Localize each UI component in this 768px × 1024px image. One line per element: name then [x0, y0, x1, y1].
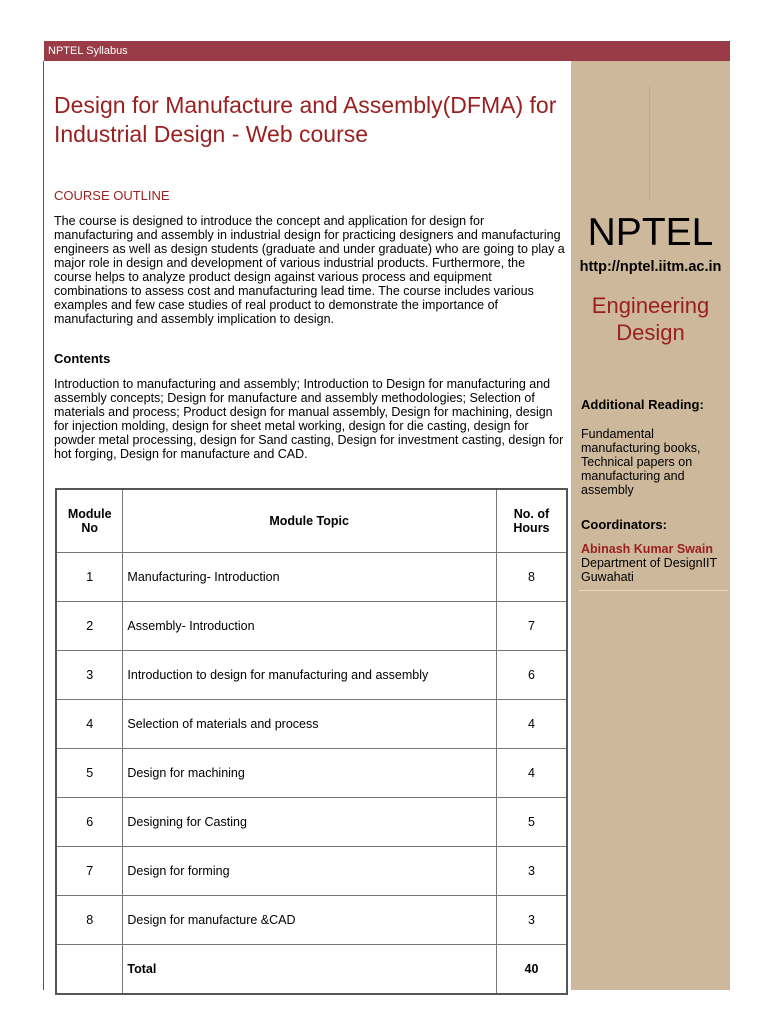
total-empty-cell [56, 945, 123, 995]
sidebar-rule [579, 590, 728, 591]
header-label: NPTEL Syllabus [48, 45, 128, 57]
sidebar-divider [649, 86, 650, 201]
table-row [56, 553, 567, 602]
module-no: 8 [56, 896, 123, 945]
course-outline-text: The course is designed to introduce the concept and application for design for manufacturing and assembly in industrial design for practicing designers and manufacturing engineers as well as design students (graduate and under graduate) who are going to play a major role in design and development of various industrial products. Furthermore, the course helps to analyze product design against various process and equipment combinations to assess cost and manufacturing lead time. The course includes various examples and few case studies of real product to demonstrate the importance of manufacturing and assembly implication to design. [54, 214, 565, 326]
module-topic: Design for machining [123, 749, 497, 798]
module-table [55, 488, 568, 995]
module-no: 6 [56, 798, 123, 847]
module-hours: 4 [496, 749, 567, 798]
module-no: 2 [56, 602, 123, 651]
table-row [56, 847, 567, 896]
header-module-no: Module No [56, 489, 123, 553]
additional-reading-text: Fundamental manufacturing books, Technical papers on manufacturing and assembly [581, 427, 701, 497]
module-hours: 8 [496, 553, 567, 602]
module-topic: Designing for Casting [123, 798, 497, 847]
table-header-row [56, 489, 567, 553]
contents-label: Contents [54, 351, 111, 366]
discipline-name: Engineering Design [591, 293, 710, 345]
table-row [56, 651, 567, 700]
header-module-topic: Module Topic [123, 489, 497, 553]
module-hours: 4 [496, 700, 567, 749]
module-no: 7 [56, 847, 123, 896]
table-total-row [56, 945, 567, 995]
module-topic: Selection of materials and process [123, 700, 497, 749]
module-hours: 3 [496, 896, 567, 945]
module-topic: Design for forming [123, 847, 497, 896]
table-row [56, 749, 567, 798]
module-topic: Assembly- Introduction [123, 602, 497, 651]
coordinator-department: Department of DesignIIT Guwahati [581, 556, 717, 584]
module-topic: Design for manufacture &CAD [123, 896, 497, 945]
module-hours: 3 [496, 847, 567, 896]
course-title: Design for Manufacture and Assembly(DFMA) for Industrial Design - Web course [54, 92, 557, 147]
module-no: 3 [56, 651, 123, 700]
module-hours: 7 [496, 602, 567, 651]
header-bar [44, 41, 730, 61]
table-row [56, 700, 567, 749]
module-no: 4 [56, 700, 123, 749]
table-row [56, 798, 567, 847]
module-topic: Introduction to design for manufacturing and assembly [123, 651, 497, 700]
left-border [43, 61, 44, 990]
total-hours: 40 [496, 945, 567, 995]
module-hours: 6 [496, 651, 567, 700]
table-row [56, 602, 567, 651]
coordinators-label: Coordinators: [581, 517, 667, 532]
header-hours: No. of Hours [496, 489, 567, 553]
nptel-url-link[interactable]: http://nptel.iitm.ac.in [579, 259, 722, 275]
contents-text: Introduction to manufacturing and assembly; Introduction to Design for manufacturing and assembly concepts; Design for manufacture and assembly methodologies; Selection of materials and process; Product design for manual assembly, Design for machining, design for injection molding, design for sheet metal working, design for die casting, design for powder metal processing, design for Sand casting, Design for investment casting, design for hot forging, Design for manufacture and CAD. [54, 377, 564, 461]
course-outline-label: COURSE OUTLINE [54, 188, 170, 203]
module-hours: 5 [496, 798, 567, 847]
total-label: Total [123, 945, 497, 995]
additional-reading-label: Additional Reading: [581, 397, 704, 412]
nptel-brand: NPTEL [587, 211, 714, 254]
module-no: 1 [56, 553, 123, 602]
sidebar [571, 61, 730, 990]
module-no: 5 [56, 749, 123, 798]
coordinator-name: Abinash Kumar Swain [581, 542, 713, 556]
table-row [56, 896, 567, 945]
module-topic: Manufacturing- Introduction [123, 553, 497, 602]
